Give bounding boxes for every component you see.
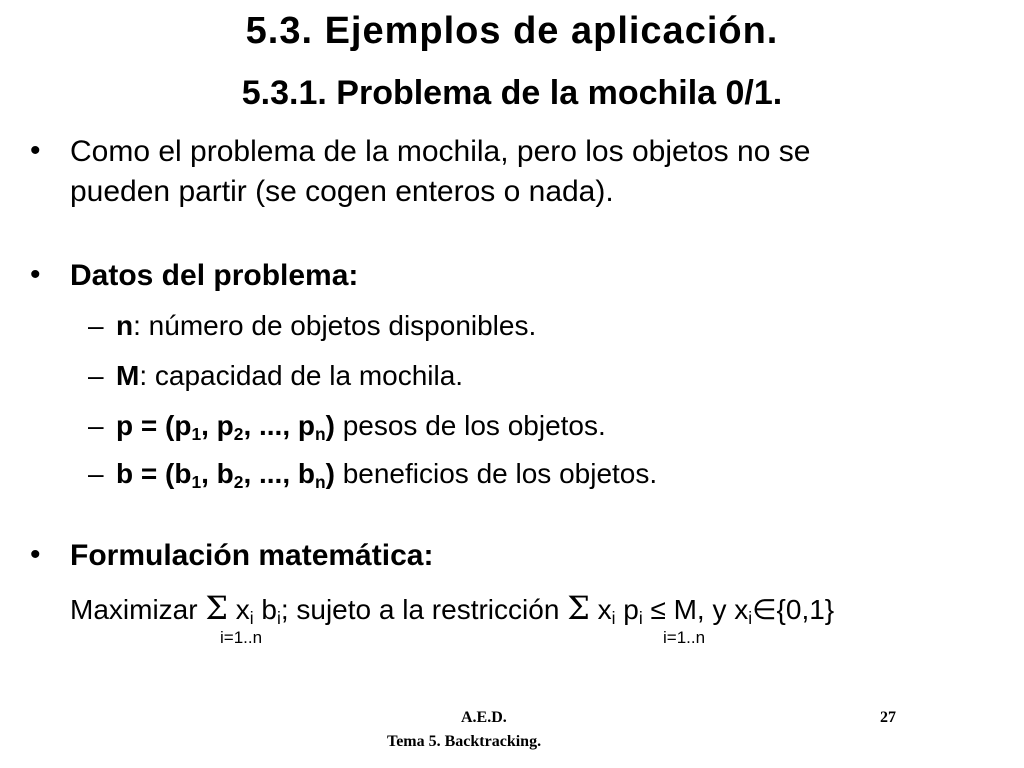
binary-set: {0,1}	[776, 594, 835, 625]
sigma-symbol: Σ	[567, 589, 590, 627]
bullet-glyph: •	[30, 258, 41, 291]
sum-limits: i=1..n	[220, 628, 263, 647]
datos-item-n	[116, 310, 536, 342]
n-description: : número de objetos disponibles.	[133, 310, 537, 341]
maximize-word: Maximizar	[70, 594, 198, 625]
p-vector: $p = (p_1$, $p_2$, ..., $p_n$)	[116, 410, 335, 445]
dash-glyph: –	[88, 310, 104, 341]
dash-glyph: –	[88, 360, 104, 391]
datos-heading: Datos del problema:	[70, 259, 359, 292]
restriction-text: ; sujeto a la restricción	[280, 594, 560, 625]
bullet-glyph: •	[30, 134, 41, 167]
b-vector: $b = (b_1$, $b_2$, ..., $b_n$)	[116, 458, 335, 493]
dash-glyph: –	[88, 410, 104, 441]
datos-item-b	[116, 458, 658, 493]
datos-item-M	[116, 360, 463, 392]
slide-title: 5.3. Ejemplos de aplicación.	[245, 10, 779, 52]
slide-subtitle: 5.3.1. Problema de la mochila 0/1.	[241, 74, 783, 112]
M-description: : capacidad de la mochila.	[139, 360, 464, 391]
datos-item-p	[116, 410, 606, 445]
formulacion-heading: Formulación matemática:	[70, 539, 434, 572]
intro-text	[70, 132, 810, 212]
p-description: pesos de los objetos.	[342, 410, 606, 441]
page-number: 27	[880, 709, 896, 726]
b-description: beneficios de los objetos.	[342, 458, 658, 489]
var-M: M	[116, 360, 140, 391]
formula-line: Maximizar Σ $x_i$ $b_i$; sujeto a la restricción Σ $x_i$ $p_i \le M$, y $x_i\in\{0,1\}$	[70, 589, 835, 629]
sigma-symbol: Σ	[205, 589, 228, 627]
leq-M-text: ≤ M, y x	[650, 594, 749, 625]
intro-line-2: pueden partir (se cogen enteros o nada).	[70, 175, 614, 208]
var-n: n	[116, 310, 134, 341]
footer-topic: Tema 5. Backtracking.	[387, 733, 542, 750]
bullet-glyph: •	[30, 538, 41, 571]
intro-line-1: Como el problema de la mochila, pero los objetos no se	[70, 135, 811, 168]
sum-limits: i=1..n	[663, 628, 706, 647]
dash-glyph: –	[88, 458, 104, 489]
footer-course: A.E.D.	[461, 709, 507, 726]
